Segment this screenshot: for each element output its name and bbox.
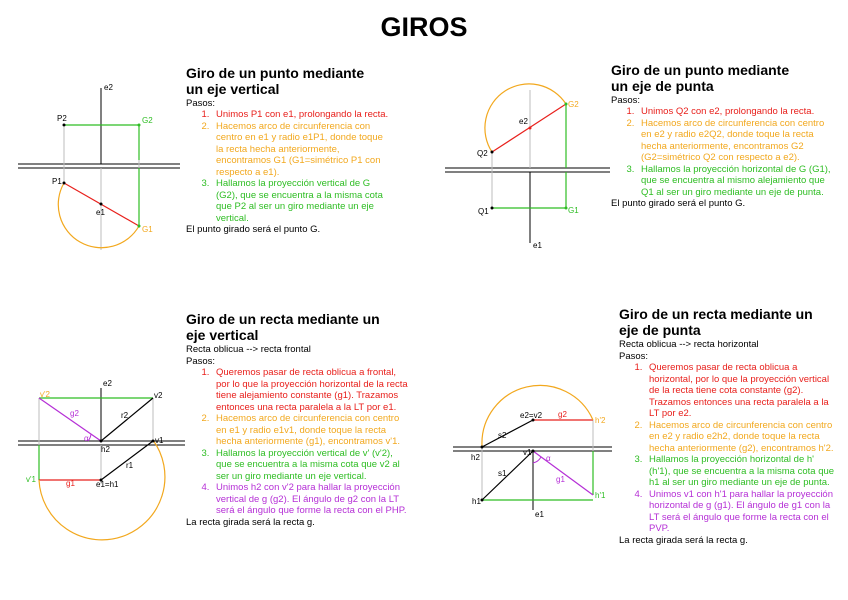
step-1: 1. Queremos pasar de recta oblicua a frontal, por lo que la proyección horizontal de la recta tiene alejamiento constante (g1). Trazamos entonces una recta paralela a la LT por e1.	[212, 367, 408, 413]
steps-list	[186, 109, 391, 224]
d1-label-e1: e1	[96, 208, 105, 217]
result-text: La recta girada será la recta g.	[619, 534, 748, 546]
d3-label-e2: e2	[103, 379, 112, 388]
steps-list	[186, 367, 408, 517]
d3-label-r1: r1	[126, 461, 134, 470]
section-title: Giro de un punto mediante un eje de punta	[611, 62, 790, 94]
step-4: 4. Unimos h2 con v'2 para hallar la proyección vertical de g (g2). El ángulo de g2 con la LT será el ángulo que forme la recta con el PHP.	[212, 482, 408, 517]
subtitle: Recta oblicua --> recta horizontal	[619, 339, 759, 350]
d4-label-g2: g2	[558, 410, 567, 419]
d3-label-g2: g2	[70, 409, 79, 418]
step-3: 3. Hallamos la proyección vertical de G (G2), que se encuentra a la misma cota que P2 al ser un giro mediante un eje vertical.	[212, 178, 391, 224]
d4-label-v1: v1	[523, 448, 532, 457]
d2-label-q2: Q2	[477, 149, 488, 158]
section-recta-eje-vertical	[186, 311, 408, 529]
result-text: El punto girado será el punto G.	[611, 198, 746, 209]
step-2: 2. Hacemos arco de circunferencia con centro en e2 y radio e2h2, donde toque la recta hecha anteriormente (g2), encontramos h'2.	[645, 420, 837, 455]
pasos-label: Pasos:	[619, 351, 649, 362]
d1-label-e2: e2	[104, 83, 113, 92]
step-3: 3. Hallamos la proyección vertical de v' (v'2), que se encuentra a la misma cota que v2 al ser un giro mediante un eje vertical.	[212, 448, 408, 483]
d3-label-v2: v2	[154, 391, 163, 400]
result-text: La recta girada será la recta g.	[186, 516, 315, 528]
step-1: 1. Unimos P1 con e1, prolongando la recta.	[212, 109, 391, 121]
d1-label-p2: P2	[57, 114, 67, 123]
step-3: 3. Hallamos la proyección horizontal de h' (h'1), que se encuentra a la misma cota que h1 al ser un giro mediante un eje de punta.	[645, 454, 837, 489]
d1-label-g2: G2	[142, 116, 153, 125]
step-1: 1. Queremos pasar de recta oblicua a horizontal, por lo que la proyección vertical de la recta tiene cota constante (g2). Trazamos entonces una recta paralela a la LT por e2.	[645, 362, 837, 420]
pasos-label: Pasos:	[186, 98, 216, 109]
d4-label-s1: s1	[498, 469, 507, 478]
step-3: 3. Hallamos la proyección horizontal de G (G1), que se encuentra al mismo alejamiento que Q1 al ser un giro mediante un eje de punta.	[637, 164, 831, 199]
pasos-label: Pasos:	[186, 356, 216, 367]
d2-label-e2: e2	[519, 117, 528, 126]
d4-label-alpha: α	[546, 454, 551, 463]
d4-label-e1: e1	[535, 510, 544, 519]
subtitle: Recta oblicua --> recta frontal	[186, 344, 311, 355]
diagram-3-recta-eje-vertical	[18, 379, 185, 540]
section-punto-eje-vertical	[186, 65, 391, 236]
d2-label-g1: G1	[568, 206, 579, 215]
step-2: 2. Hacemos arco de circunferencia con centro en e1 y radio e1P1, donde toque la recta hecha anteriormente, encontramos G1 (G1=simétrico P1 con respecto a e1).	[212, 121, 391, 179]
d2-label-e1: e1	[533, 241, 542, 250]
section-title: Giro de un punto mediante un eje vertical	[186, 65, 365, 97]
d3-label-v1: v1	[155, 436, 164, 445]
d3-label-vp2: v'2	[40, 390, 50, 399]
diagram-1-punto-eje-vertical	[18, 83, 180, 250]
pasos-label: Pasos:	[611, 95, 641, 106]
d4-label-hp1: h'1	[595, 491, 606, 500]
section-title: Giro de un recta mediante un eje de punta	[619, 306, 813, 338]
d4-label-s2: s2	[498, 431, 507, 440]
d3-label-g1: g1	[66, 479, 75, 488]
d4-label-hp2: h'2	[595, 416, 606, 425]
d4-label-e2v2: e2=v2	[520, 411, 543, 420]
steps-list	[619, 362, 837, 535]
steps-list	[611, 106, 831, 198]
d3-label-vp1: v'1	[26, 475, 36, 484]
section-title: Giro de un recta mediante un eje vertical	[186, 311, 380, 343]
step-2: 2. Hacemos arco de circunferencia con centro en e2 y radio e2Q2, donde toque la recta hecha anteriormente, encontramos G2 (G2=simétrico Q2 con respecto a e2).	[637, 118, 831, 164]
diagram-4-recta-eje-punta	[453, 385, 612, 519]
d1-label-p1: P1	[52, 177, 62, 186]
d1-label-g1: G1	[142, 225, 153, 234]
d3-label-alpha: α	[84, 434, 89, 443]
d2-label-q1: Q1	[478, 207, 489, 216]
step-1: 1. Unimos Q2 con e2, prolongando la recta.	[637, 106, 831, 118]
d3-label-h2: h2	[101, 445, 110, 454]
diagram-2-punto-eje-punta	[445, 84, 610, 250]
d3-label-r2: r2	[121, 411, 129, 420]
page-title: GIROS	[380, 12, 468, 42]
d4-label-h2: h2	[471, 453, 480, 462]
step-4: 4. Unimos v1 con h'1 para hallar la proyección horizontal de g (g1). El ángulo de g1 con la LT será el ángulo que forme la recta con el PVP.	[645, 489, 837, 535]
d4-label-g1: g1	[556, 475, 565, 484]
d2-label-g2: G2	[568, 100, 579, 109]
step-2: 2. Hacemos arco de circunferencia con centro en e1 y radio e1v1, donde toque la recta hecha anteriormente (g1), encontramos v'1.	[212, 413, 408, 448]
result-text: El punto girado será el punto G.	[186, 224, 321, 235]
d3-label-e1h1: e1=h1	[96, 480, 119, 489]
section-punto-eje-punta	[611, 62, 831, 210]
section-recta-eje-punta	[619, 306, 837, 547]
d4-label-h1: h1	[472, 497, 481, 506]
